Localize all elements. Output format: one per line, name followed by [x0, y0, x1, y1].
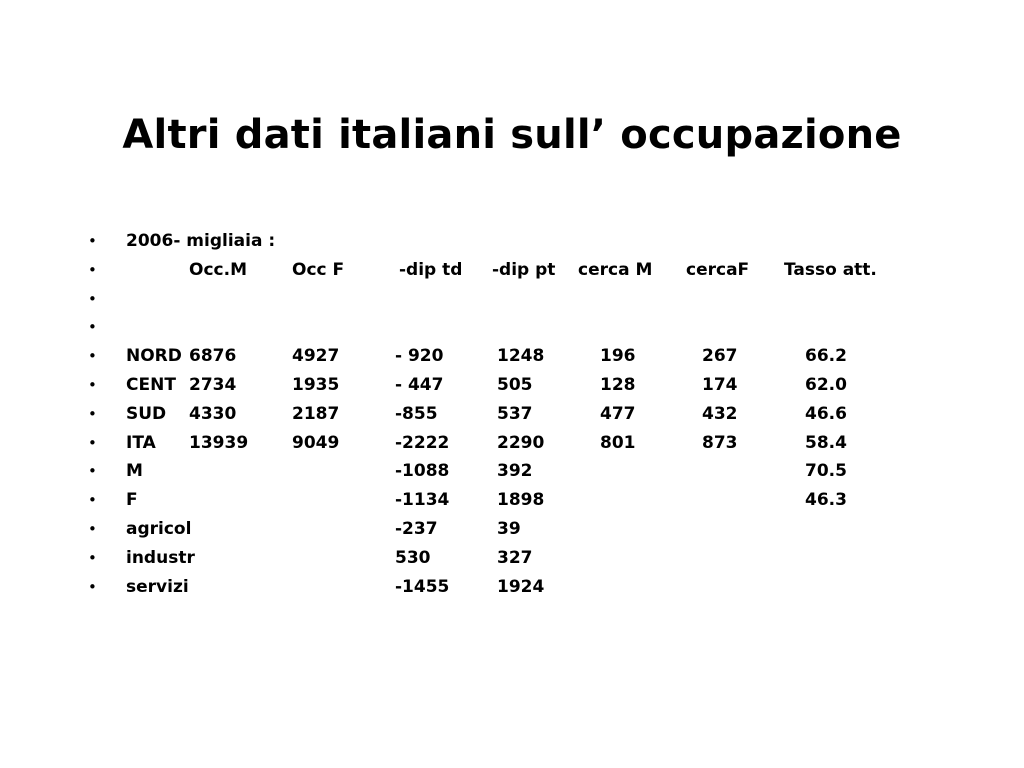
- bullet-icon: •: [88, 347, 97, 366]
- table-cell: 13939: [189, 432, 249, 453]
- table-cell: 9049: [292, 432, 340, 453]
- bullet-icon: •: [88, 577, 97, 596]
- table-row: [0, 573, 1024, 602]
- table-cell: 174: [702, 374, 738, 395]
- bullet-icon: •: [88, 404, 97, 423]
- table-cell: 4927: [292, 346, 340, 367]
- row-label: industr: [126, 547, 195, 568]
- table-cell: -1455: [395, 576, 450, 597]
- list-item-intro: [0, 227, 1024, 256]
- table-cell: 505: [497, 374, 533, 395]
- table-cell: 327: [497, 547, 533, 568]
- table-row: [0, 342, 1024, 371]
- table-row: [0, 486, 1024, 515]
- table-cell: - 447: [395, 374, 444, 395]
- row-label: M: [126, 461, 143, 482]
- column-header: Occ.M: [189, 259, 247, 280]
- table-cell: 1924: [497, 576, 545, 597]
- table-cell: 4330: [189, 403, 237, 424]
- table-row: [0, 544, 1024, 573]
- table-cell: -2222: [395, 432, 450, 453]
- table-row: [0, 371, 1024, 400]
- column-header: Occ F: [292, 259, 345, 280]
- list-item-header: [0, 256, 1024, 285]
- column-header: cercaF: [686, 259, 750, 280]
- bullet-icon: •: [88, 462, 97, 481]
- table-cell: 2187: [292, 403, 340, 424]
- bullet-list: [0, 227, 1024, 607]
- table-cell: 2290: [497, 432, 545, 453]
- table-cell: 1935: [292, 374, 340, 395]
- row-label: ITA: [126, 432, 156, 453]
- table-cell: 46.6: [805, 403, 847, 424]
- table-cell: 62.0: [805, 374, 847, 395]
- bullet-icon: •: [88, 260, 97, 279]
- table-cell: 477: [600, 403, 636, 424]
- table-cell: 537: [497, 403, 533, 424]
- table-cell: 58.4: [805, 432, 847, 453]
- table-row: [0, 429, 1024, 458]
- table-cell: 128: [600, 374, 636, 395]
- table-cell: -1088: [395, 461, 450, 482]
- table-cell: 1898: [497, 490, 545, 511]
- column-header: -dip td: [399, 259, 463, 280]
- column-header: cerca M: [578, 259, 653, 280]
- list-item-empty: [0, 285, 1024, 314]
- bullet-icon: •: [88, 232, 97, 250]
- row-label: F: [126, 490, 138, 511]
- table-cell: 392: [497, 461, 533, 482]
- table-cell: 267: [702, 346, 738, 367]
- table-cell: -237: [395, 518, 438, 539]
- bullet-icon: •: [88, 318, 97, 337]
- table-cell: 66.2: [805, 346, 847, 367]
- table-cell: - 920: [395, 346, 444, 367]
- slide-title: Altri dati italiani sull’ occupazione: [122, 112, 902, 158]
- table-cell: 2734: [189, 374, 237, 395]
- table-cell: 196: [600, 346, 636, 367]
- table-row: [0, 400, 1024, 429]
- bullet-icon: •: [88, 433, 97, 452]
- table-cell: -1134: [395, 490, 450, 511]
- bullet-icon: •: [88, 519, 97, 538]
- data-rows: [0, 342, 1024, 601]
- row-label: servizi: [126, 576, 189, 597]
- bullet-icon: •: [88, 491, 97, 510]
- intro-text: 2006- migliaia :: [126, 231, 276, 251]
- table-cell: 530: [395, 547, 431, 568]
- row-label: CENT: [126, 374, 176, 395]
- row-label: SUD: [126, 403, 167, 424]
- table-cell: 432: [702, 403, 738, 424]
- column-header: -dip pt: [492, 259, 556, 280]
- table-cell: 1248: [497, 346, 545, 367]
- bullet-icon: •: [88, 289, 97, 308]
- table-cell: -855: [395, 403, 438, 424]
- table-row: [0, 457, 1024, 486]
- column-header: Tasso att.: [784, 259, 877, 280]
- row-label: NORD: [126, 346, 182, 367]
- table-cell: 6876: [189, 346, 237, 367]
- table-cell: 46.3: [805, 490, 847, 511]
- table-cell: 873: [702, 432, 738, 453]
- table-row: [0, 515, 1024, 544]
- row-label: agricol: [126, 518, 192, 539]
- bullet-icon: •: [88, 548, 97, 567]
- table-cell: 70.5: [805, 461, 847, 482]
- bullet-icon: •: [88, 375, 97, 394]
- list-item-empty: [0, 313, 1024, 342]
- table-cell: 801: [600, 432, 636, 453]
- table-cell: 39: [497, 518, 521, 539]
